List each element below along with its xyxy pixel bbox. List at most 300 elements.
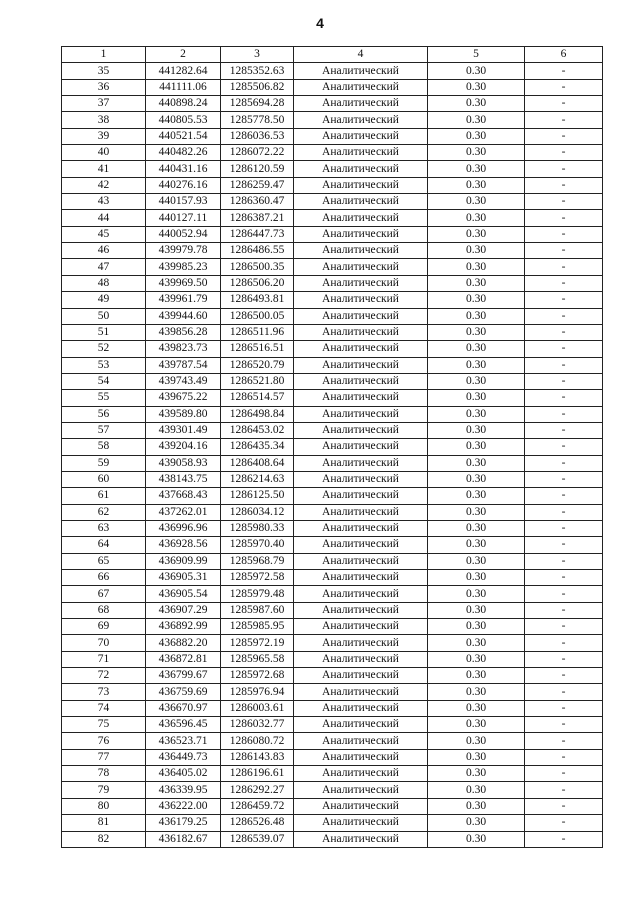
- header-cell-1: 1: [62, 47, 146, 63]
- y-coordinate-cell: 1285968.79: [221, 553, 294, 569]
- point-number-cell: 72: [62, 668, 146, 684]
- note-cell: -: [525, 373, 603, 389]
- method-cell: Аналитический: [294, 308, 428, 324]
- y-coordinate-cell: 1285976.94: [221, 684, 294, 700]
- point-number-cell: 61: [62, 488, 146, 504]
- point-number-cell: 75: [62, 717, 146, 733]
- accuracy-cell: 0.30: [428, 684, 525, 700]
- table-body: [62, 63, 603, 848]
- point-number-cell: 39: [62, 128, 146, 144]
- point-number-cell: 44: [62, 210, 146, 226]
- x-coordinate-cell: 440805.53: [146, 112, 221, 128]
- point-number-cell: 45: [62, 226, 146, 242]
- accuracy-cell: 0.30: [428, 586, 525, 602]
- note-cell: -: [525, 194, 603, 210]
- y-coordinate-cell: 1285352.63: [221, 63, 294, 79]
- point-number-cell: 77: [62, 749, 146, 765]
- method-cell: Аналитический: [294, 717, 428, 733]
- accuracy-cell: 0.30: [428, 668, 525, 684]
- method-cell: Аналитический: [294, 422, 428, 438]
- table-row: [62, 161, 603, 177]
- y-coordinate-cell: 1286459.72: [221, 798, 294, 814]
- note-cell: -: [525, 112, 603, 128]
- method-cell: Аналитический: [294, 63, 428, 79]
- y-coordinate-cell: 1286036.53: [221, 128, 294, 144]
- y-coordinate-cell: 1285970.40: [221, 537, 294, 553]
- x-coordinate-cell: 436523.71: [146, 733, 221, 749]
- method-cell: Аналитический: [294, 439, 428, 455]
- method-cell: Аналитический: [294, 619, 428, 635]
- x-coordinate-cell: 437262.01: [146, 504, 221, 520]
- point-number-cell: 74: [62, 700, 146, 716]
- y-coordinate-cell: 1286032.77: [221, 717, 294, 733]
- point-number-cell: 55: [62, 390, 146, 406]
- x-coordinate-cell: 437668.43: [146, 488, 221, 504]
- table-row: [62, 373, 603, 389]
- y-coordinate-cell: 1286521.80: [221, 373, 294, 389]
- y-coordinate-cell: 1285778.50: [221, 112, 294, 128]
- note-cell: -: [525, 700, 603, 716]
- table-row: [62, 226, 603, 242]
- accuracy-cell: 0.30: [428, 553, 525, 569]
- table-row: [62, 766, 603, 782]
- point-number-cell: 46: [62, 243, 146, 259]
- point-number-cell: 48: [62, 275, 146, 291]
- method-cell: Аналитический: [294, 177, 428, 193]
- x-coordinate-cell: 438143.75: [146, 471, 221, 487]
- note-cell: -: [525, 520, 603, 536]
- x-coordinate-cell: 441111.06: [146, 79, 221, 95]
- note-cell: -: [525, 259, 603, 275]
- accuracy-cell: 0.30: [428, 96, 525, 112]
- x-coordinate-cell: 440898.24: [146, 96, 221, 112]
- accuracy-cell: 0.30: [428, 717, 525, 733]
- accuracy-cell: 0.30: [428, 537, 525, 553]
- note-cell: -: [525, 586, 603, 602]
- accuracy-cell: 0.30: [428, 749, 525, 765]
- table-row: [62, 422, 603, 438]
- accuracy-cell: 0.30: [428, 292, 525, 308]
- method-cell: Аналитический: [294, 798, 428, 814]
- note-cell: -: [525, 798, 603, 814]
- note-cell: -: [525, 357, 603, 373]
- accuracy-cell: 0.30: [428, 275, 525, 291]
- method-cell: Аналитический: [294, 243, 428, 259]
- table-row: [62, 553, 603, 569]
- accuracy-cell: 0.30: [428, 373, 525, 389]
- x-coordinate-cell: 439675.22: [146, 390, 221, 406]
- point-number-cell: 37: [62, 96, 146, 112]
- table-row: [62, 390, 603, 406]
- table-row: [62, 733, 603, 749]
- accuracy-cell: 0.30: [428, 422, 525, 438]
- table-row: [62, 308, 603, 324]
- method-cell: Аналитический: [294, 520, 428, 536]
- point-number-cell: 38: [62, 112, 146, 128]
- header-cell-3: 3: [221, 47, 294, 63]
- x-coordinate-cell: 436405.02: [146, 766, 221, 782]
- y-coordinate-cell: 1285972.68: [221, 668, 294, 684]
- accuracy-cell: 0.30: [428, 651, 525, 667]
- x-coordinate-cell: 439301.49: [146, 422, 221, 438]
- note-cell: -: [525, 324, 603, 340]
- accuracy-cell: 0.30: [428, 471, 525, 487]
- table-row: [62, 128, 603, 144]
- method-cell: Аналитический: [294, 259, 428, 275]
- note-cell: -: [525, 390, 603, 406]
- table-row: [62, 700, 603, 716]
- note-cell: -: [525, 733, 603, 749]
- note-cell: -: [525, 471, 603, 487]
- point-number-cell: 63: [62, 520, 146, 536]
- accuracy-cell: 0.30: [428, 700, 525, 716]
- point-number-cell: 65: [62, 553, 146, 569]
- y-coordinate-cell: 1286447.73: [221, 226, 294, 242]
- x-coordinate-cell: 436928.56: [146, 537, 221, 553]
- x-coordinate-cell: 440276.16: [146, 177, 221, 193]
- note-cell: -: [525, 553, 603, 569]
- point-number-cell: 62: [62, 504, 146, 520]
- method-cell: Аналитический: [294, 782, 428, 798]
- table-row: [62, 406, 603, 422]
- table-row: [62, 471, 603, 487]
- y-coordinate-cell: 1286387.21: [221, 210, 294, 226]
- note-cell: -: [525, 504, 603, 520]
- accuracy-cell: 0.30: [428, 226, 525, 242]
- accuracy-cell: 0.30: [428, 390, 525, 406]
- table-row: [62, 455, 603, 471]
- x-coordinate-cell: 436670.97: [146, 700, 221, 716]
- accuracy-cell: 0.30: [428, 570, 525, 586]
- accuracy-cell: 0.30: [428, 259, 525, 275]
- point-number-cell: 50: [62, 308, 146, 324]
- method-cell: Аналитический: [294, 128, 428, 144]
- table-row: [62, 668, 603, 684]
- y-coordinate-cell: 1285972.19: [221, 635, 294, 651]
- method-cell: Аналитический: [294, 733, 428, 749]
- table-row: [62, 798, 603, 814]
- note-cell: -: [525, 422, 603, 438]
- note-cell: -: [525, 226, 603, 242]
- x-coordinate-cell: 439969.50: [146, 275, 221, 291]
- header-cell-5: 5: [428, 47, 525, 63]
- point-number-cell: 47: [62, 259, 146, 275]
- x-coordinate-cell: 439961.79: [146, 292, 221, 308]
- method-cell: Аналитический: [294, 570, 428, 586]
- y-coordinate-cell: 1286292.27: [221, 782, 294, 798]
- x-coordinate-cell: 436909.99: [146, 553, 221, 569]
- point-number-cell: 40: [62, 145, 146, 161]
- x-coordinate-cell: 440052.94: [146, 226, 221, 242]
- y-coordinate-cell: 1285987.60: [221, 602, 294, 618]
- table-row: [62, 292, 603, 308]
- point-number-cell: 71: [62, 651, 146, 667]
- x-coordinate-cell: 436449.73: [146, 749, 221, 765]
- x-coordinate-cell: 436339.95: [146, 782, 221, 798]
- point-number-cell: 36: [62, 79, 146, 95]
- method-cell: Аналитический: [294, 210, 428, 226]
- method-cell: Аналитический: [294, 831, 428, 847]
- accuracy-cell: 0.30: [428, 79, 525, 95]
- table-row: [62, 504, 603, 520]
- note-cell: -: [525, 651, 603, 667]
- method-cell: Аналитический: [294, 651, 428, 667]
- method-cell: Аналитический: [294, 324, 428, 340]
- table-row: [62, 749, 603, 765]
- y-coordinate-cell: 1286360.47: [221, 194, 294, 210]
- table-row: [62, 717, 603, 733]
- table-row: [62, 602, 603, 618]
- method-cell: Аналитический: [294, 684, 428, 700]
- accuracy-cell: 0.30: [428, 177, 525, 193]
- method-cell: Аналитический: [294, 553, 428, 569]
- y-coordinate-cell: 1286520.79: [221, 357, 294, 373]
- y-coordinate-cell: 1285972.58: [221, 570, 294, 586]
- point-number-cell: 76: [62, 733, 146, 749]
- method-cell: Аналитический: [294, 390, 428, 406]
- method-cell: Аналитический: [294, 275, 428, 291]
- note-cell: -: [525, 455, 603, 471]
- accuracy-cell: 0.30: [428, 733, 525, 749]
- point-number-cell: 42: [62, 177, 146, 193]
- table-row: [62, 194, 603, 210]
- table-row: [62, 79, 603, 95]
- accuracy-cell: 0.30: [428, 194, 525, 210]
- accuracy-cell: 0.30: [428, 455, 525, 471]
- point-number-cell: 56: [62, 406, 146, 422]
- table-row: [62, 488, 603, 504]
- header-cell-6: 6: [525, 47, 603, 63]
- accuracy-cell: 0.30: [428, 243, 525, 259]
- table-row: [62, 357, 603, 373]
- note-cell: -: [525, 782, 603, 798]
- method-cell: Аналитический: [294, 766, 428, 782]
- table-row: [62, 619, 603, 635]
- table-row: [62, 831, 603, 847]
- accuracy-cell: 0.30: [428, 782, 525, 798]
- point-number-cell: 60: [62, 471, 146, 487]
- y-coordinate-cell: 1285979.48: [221, 586, 294, 602]
- y-coordinate-cell: 1285985.95: [221, 619, 294, 635]
- note-cell: -: [525, 96, 603, 112]
- note-cell: -: [525, 145, 603, 161]
- point-number-cell: 57: [62, 422, 146, 438]
- accuracy-cell: 0.30: [428, 145, 525, 161]
- table-row: [62, 324, 603, 340]
- accuracy-cell: 0.30: [428, 635, 525, 651]
- point-number-cell: 67: [62, 586, 146, 602]
- table-row: [62, 96, 603, 112]
- x-coordinate-cell: 436596.45: [146, 717, 221, 733]
- note-cell: -: [525, 439, 603, 455]
- y-coordinate-cell: 1286125.50: [221, 488, 294, 504]
- header-cell-2: 2: [146, 47, 221, 63]
- table-row: [62, 684, 603, 700]
- note-cell: -: [525, 275, 603, 291]
- y-coordinate-cell: 1286506.20: [221, 275, 294, 291]
- note-cell: -: [525, 684, 603, 700]
- accuracy-cell: 0.30: [428, 488, 525, 504]
- header-cell-4: 4: [294, 47, 428, 63]
- y-coordinate-cell: 1286500.35: [221, 259, 294, 275]
- header-row: [62, 47, 603, 63]
- note-cell: -: [525, 602, 603, 618]
- note-cell: -: [525, 210, 603, 226]
- accuracy-cell: 0.30: [428, 308, 525, 324]
- accuracy-cell: 0.30: [428, 602, 525, 618]
- x-coordinate-cell: 439985.23: [146, 259, 221, 275]
- x-coordinate-cell: 439787.54: [146, 357, 221, 373]
- point-number-cell: 80: [62, 798, 146, 814]
- point-number-cell: 73: [62, 684, 146, 700]
- y-coordinate-cell: 1286493.81: [221, 292, 294, 308]
- y-coordinate-cell: 1286080.72: [221, 733, 294, 749]
- method-cell: Аналитический: [294, 471, 428, 487]
- table-row: [62, 63, 603, 79]
- x-coordinate-cell: 439979.78: [146, 243, 221, 259]
- method-cell: Аналитический: [294, 226, 428, 242]
- x-coordinate-cell: 436222.00: [146, 798, 221, 814]
- note-cell: -: [525, 619, 603, 635]
- method-cell: Аналитический: [294, 749, 428, 765]
- note-cell: -: [525, 161, 603, 177]
- x-coordinate-cell: 440127.11: [146, 210, 221, 226]
- note-cell: -: [525, 308, 603, 324]
- note-cell: -: [525, 668, 603, 684]
- y-coordinate-cell: 1286453.02: [221, 422, 294, 438]
- x-coordinate-cell: 439944.60: [146, 308, 221, 324]
- point-number-cell: 59: [62, 455, 146, 471]
- method-cell: Аналитический: [294, 79, 428, 95]
- y-coordinate-cell: 1286143.83: [221, 749, 294, 765]
- x-coordinate-cell: 439589.80: [146, 406, 221, 422]
- table-row: [62, 782, 603, 798]
- accuracy-cell: 0.30: [428, 357, 525, 373]
- method-cell: Аналитический: [294, 455, 428, 471]
- y-coordinate-cell: 1286539.07: [221, 831, 294, 847]
- note-cell: -: [525, 815, 603, 831]
- table-row: [62, 243, 603, 259]
- method-cell: Аналитический: [294, 537, 428, 553]
- x-coordinate-cell: 436905.54: [146, 586, 221, 602]
- x-coordinate-cell: 440157.93: [146, 194, 221, 210]
- method-cell: Аналитический: [294, 194, 428, 210]
- point-number-cell: 66: [62, 570, 146, 586]
- y-coordinate-cell: 1286526.48: [221, 815, 294, 831]
- x-coordinate-cell: 436179.25: [146, 815, 221, 831]
- point-number-cell: 54: [62, 373, 146, 389]
- note-cell: -: [525, 831, 603, 847]
- table-row: [62, 341, 603, 357]
- method-cell: Аналитический: [294, 700, 428, 716]
- accuracy-cell: 0.30: [428, 504, 525, 520]
- table-row: [62, 651, 603, 667]
- method-cell: Аналитический: [294, 292, 428, 308]
- x-coordinate-cell: 440521.54: [146, 128, 221, 144]
- note-cell: -: [525, 128, 603, 144]
- point-number-cell: 70: [62, 635, 146, 651]
- point-number-cell: 35: [62, 63, 146, 79]
- accuracy-cell: 0.30: [428, 439, 525, 455]
- x-coordinate-cell: 439856.28: [146, 324, 221, 340]
- point-number-cell: 78: [62, 766, 146, 782]
- x-coordinate-cell: 436872.81: [146, 651, 221, 667]
- accuracy-cell: 0.30: [428, 161, 525, 177]
- table-row: [62, 439, 603, 455]
- point-number-cell: 41: [62, 161, 146, 177]
- method-cell: Аналитический: [294, 341, 428, 357]
- accuracy-cell: 0.30: [428, 619, 525, 635]
- method-cell: Аналитический: [294, 161, 428, 177]
- y-coordinate-cell: 1285694.28: [221, 96, 294, 112]
- y-coordinate-cell: 1286486.55: [221, 243, 294, 259]
- point-number-cell: 49: [62, 292, 146, 308]
- note-cell: -: [525, 79, 603, 95]
- note-cell: -: [525, 292, 603, 308]
- note-cell: -: [525, 570, 603, 586]
- table-row: [62, 570, 603, 586]
- method-cell: Аналитический: [294, 406, 428, 422]
- note-cell: -: [525, 717, 603, 733]
- y-coordinate-cell: 1286516.51: [221, 341, 294, 357]
- table-row: [62, 815, 603, 831]
- method-cell: Аналитический: [294, 635, 428, 651]
- point-number-cell: 82: [62, 831, 146, 847]
- table-row: [62, 177, 603, 193]
- x-coordinate-cell: 439743.49: [146, 373, 221, 389]
- y-coordinate-cell: 1286214.63: [221, 471, 294, 487]
- x-coordinate-cell: 436759.69: [146, 684, 221, 700]
- y-coordinate-cell: 1286514.57: [221, 390, 294, 406]
- accuracy-cell: 0.30: [428, 63, 525, 79]
- method-cell: Аналитический: [294, 112, 428, 128]
- y-coordinate-cell: 1286500.05: [221, 308, 294, 324]
- note-cell: -: [525, 341, 603, 357]
- accuracy-cell: 0.30: [428, 815, 525, 831]
- y-coordinate-cell: 1285980.33: [221, 520, 294, 536]
- y-coordinate-cell: 1286498.84: [221, 406, 294, 422]
- x-coordinate-cell: 440431.16: [146, 161, 221, 177]
- method-cell: Аналитический: [294, 357, 428, 373]
- point-number-cell: 81: [62, 815, 146, 831]
- point-number-cell: 79: [62, 782, 146, 798]
- accuracy-cell: 0.30: [428, 112, 525, 128]
- table-row: [62, 145, 603, 161]
- method-cell: Аналитический: [294, 586, 428, 602]
- y-coordinate-cell: 1285965.58: [221, 651, 294, 667]
- y-coordinate-cell: 1286120.59: [221, 161, 294, 177]
- accuracy-cell: 0.30: [428, 210, 525, 226]
- coordinates-table: [61, 46, 603, 848]
- note-cell: -: [525, 406, 603, 422]
- x-coordinate-cell: 436182.67: [146, 831, 221, 847]
- method-cell: Аналитический: [294, 668, 428, 684]
- note-cell: -: [525, 243, 603, 259]
- point-number-cell: 43: [62, 194, 146, 210]
- note-cell: -: [525, 488, 603, 504]
- accuracy-cell: 0.30: [428, 798, 525, 814]
- y-coordinate-cell: 1286259.47: [221, 177, 294, 193]
- x-coordinate-cell: 441282.64: [146, 63, 221, 79]
- x-coordinate-cell: 436892.99: [146, 619, 221, 635]
- method-cell: Аналитический: [294, 504, 428, 520]
- accuracy-cell: 0.30: [428, 831, 525, 847]
- x-coordinate-cell: 439058.93: [146, 455, 221, 471]
- x-coordinate-cell: 436996.96: [146, 520, 221, 536]
- y-coordinate-cell: 1286034.12: [221, 504, 294, 520]
- method-cell: Аналитический: [294, 815, 428, 831]
- point-number-cell: 53: [62, 357, 146, 373]
